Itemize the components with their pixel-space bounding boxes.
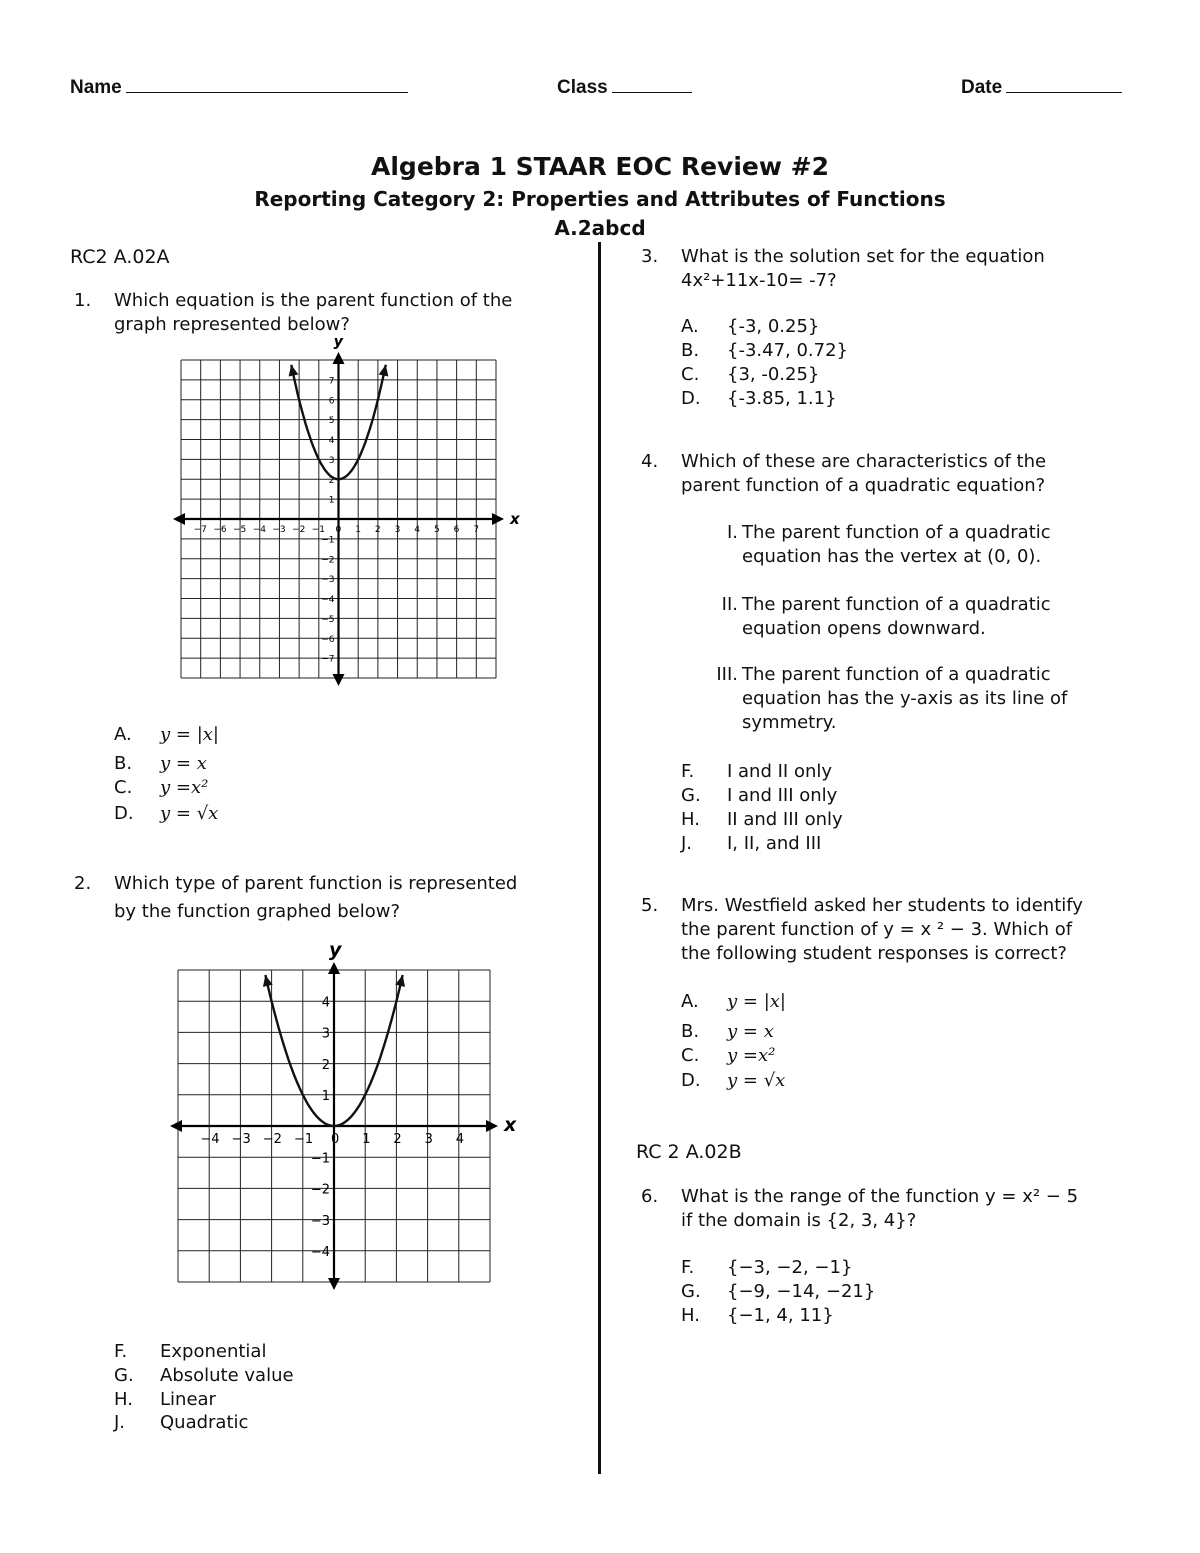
option-text: y = √x xyxy=(727,1070,786,1091)
graph-q1 xyxy=(170,338,520,688)
roman-numeral: II. xyxy=(721,594,738,615)
q4-option-h[interactable] xyxy=(681,808,843,832)
x-axis-arrow-right xyxy=(486,1120,498,1132)
x-tick-label: 1 xyxy=(362,1132,371,1147)
x-tick-label: 7 xyxy=(473,525,480,535)
y-tick-label: 7 xyxy=(328,376,335,387)
statement-text-line: The parent function of a quadratic xyxy=(742,664,1051,685)
question-2 xyxy=(74,872,574,926)
class-label: Class xyxy=(557,77,608,98)
q2-option-j[interactable] xyxy=(114,1411,248,1435)
option-letter: F. xyxy=(681,1257,695,1278)
question-text-line: Mrs. Westfield asked her students to identify xyxy=(681,895,1083,916)
option-text: y = |x| xyxy=(727,991,786,1012)
question-3 xyxy=(641,245,1161,295)
option-letter: G. xyxy=(114,1365,134,1386)
x-tick-label: −2 xyxy=(292,525,306,535)
y-tick-label: −2 xyxy=(310,1182,330,1198)
y-tick-label: −5 xyxy=(321,614,335,625)
option-text: Quadratic xyxy=(160,1412,249,1433)
q4-option-j[interactable] xyxy=(681,832,821,856)
y-axis-arrow-up xyxy=(328,962,340,974)
option-letter: H. xyxy=(114,1389,133,1410)
y-axis-arrow-down xyxy=(333,674,345,686)
option-text: y = x xyxy=(160,753,207,774)
option-letter: B. xyxy=(681,1021,700,1042)
question-text-line: Which of these are characteristics of the xyxy=(681,451,1047,472)
reporting-category: Reporting Category 2: Properties and Attributes of Functions xyxy=(254,187,946,211)
option-letter: D. xyxy=(681,1070,701,1091)
question-text-line: Which type of parent function is represented xyxy=(114,873,518,894)
y-axis-arrow-down xyxy=(328,1278,340,1290)
question-text-line: Which equation is the parent function of the xyxy=(114,290,513,311)
page-title: Algebra 1 STAAR EOC Review #2 xyxy=(371,152,829,181)
y-tick-label: 1 xyxy=(328,495,335,506)
x-tick-label: 0 xyxy=(331,1132,340,1147)
x-tick-label: 2 xyxy=(374,525,381,535)
statement-text-line: equation opens downward. xyxy=(742,618,986,639)
q5-option-b[interactable] xyxy=(681,1020,774,1044)
section-heading-a02a: RC2 A.02A xyxy=(70,246,170,268)
q2-option-f[interactable] xyxy=(114,1340,266,1364)
name-blank[interactable] xyxy=(126,74,408,93)
column-divider xyxy=(598,242,601,1474)
question-number: 6. xyxy=(641,1186,659,1207)
x-axis-label: x xyxy=(510,510,520,528)
curve-arrow-left xyxy=(289,365,299,377)
x-tick-label: −6 xyxy=(213,525,227,535)
graph-q2 xyxy=(165,945,525,1290)
name-label: Name xyxy=(70,77,122,98)
statement-i xyxy=(700,521,1160,571)
x-tick-label: −3 xyxy=(231,1132,251,1147)
x-tick-label: 4 xyxy=(414,525,420,535)
q5-option-d[interactable] xyxy=(681,1069,785,1093)
name-field[interactable] xyxy=(70,74,408,99)
q6-option-h[interactable] xyxy=(681,1304,834,1328)
y-tick-label: 4 xyxy=(328,436,335,447)
q4-option-g[interactable] xyxy=(681,784,837,808)
y-tick-label: 4 xyxy=(321,995,330,1011)
option-text: I, II, and III xyxy=(727,833,822,854)
option-text: y =x² xyxy=(727,1045,776,1066)
q1-option-d[interactable] xyxy=(114,802,218,826)
question-number: 1. xyxy=(74,290,92,311)
statement-text-line: equation has the vertex at (0, 0). xyxy=(742,546,1042,567)
option-text: y = √x xyxy=(160,803,219,824)
option-text: II and III only xyxy=(727,809,843,830)
question-1 xyxy=(74,289,574,339)
option-letter: H. xyxy=(681,809,700,830)
question-text-line: if the domain is {2, 3, 4}? xyxy=(681,1210,917,1231)
option-text: I and III only xyxy=(727,785,838,806)
y-tick-label: 3 xyxy=(321,1026,330,1042)
question-text-line: the parent function of y = x ² − 3. Which of xyxy=(681,919,1073,940)
statement-text-line: symmetry. xyxy=(742,712,837,733)
q2-option-g[interactable] xyxy=(114,1364,294,1388)
option-letter: A. xyxy=(114,724,132,745)
q3-option-d[interactable] xyxy=(681,387,837,411)
question-text-line: 4x²+11x-10= -7? xyxy=(681,270,837,291)
x-tick-label: −4 xyxy=(252,525,266,535)
date-field[interactable] xyxy=(961,74,1122,99)
x-tick-label: 2 xyxy=(393,1132,402,1147)
x-tick-label: 5 xyxy=(433,525,440,535)
q3-option-a[interactable] xyxy=(681,315,819,339)
y-tick-label: −7 xyxy=(321,654,335,665)
date-label: Date xyxy=(961,77,1003,98)
option-letter: J. xyxy=(681,833,693,854)
option-text: {−9, −14, −21} xyxy=(727,1281,876,1302)
y-tick-label: 5 xyxy=(328,416,335,427)
question-text-line: parent function of a quadratic equation? xyxy=(681,475,1046,496)
y-tick-label: −3 xyxy=(321,575,335,586)
q5-option-a[interactable] xyxy=(681,990,786,1014)
x-tick-label: 0 xyxy=(335,525,342,535)
x-tick-label: −1 xyxy=(293,1132,314,1147)
y-axis-arrow-up xyxy=(333,352,345,364)
roman-numeral: I. xyxy=(726,522,738,543)
q4-option-f[interactable] xyxy=(681,760,832,784)
statement-text-line: The parent function of a quadratic xyxy=(742,522,1051,543)
y-axis-label: y xyxy=(333,338,344,350)
option-text: y = x xyxy=(727,1021,774,1042)
option-letter: C. xyxy=(681,1045,700,1066)
question-6 xyxy=(641,1185,1161,1235)
x-tick-label: −1 xyxy=(311,525,326,535)
question-number: 4. xyxy=(641,451,659,472)
option-text: Exponential xyxy=(160,1341,267,1362)
q3-option-c[interactable] xyxy=(681,363,819,387)
y-tick-label: 3 xyxy=(328,455,335,466)
y-tick-label: 2 xyxy=(328,475,335,486)
question-text-line: graph represented below? xyxy=(114,314,350,335)
q3-option-b[interactable] xyxy=(681,339,848,363)
x-axis-arrow-left xyxy=(170,1120,182,1132)
option-letter: C. xyxy=(681,364,700,385)
y-tick-label: −6 xyxy=(321,634,335,645)
option-text: {-3.85, 1.1} xyxy=(727,388,837,409)
x-tick-label: −7 xyxy=(193,525,207,535)
q1-option-c[interactable] xyxy=(114,776,208,800)
option-text: {3, -0.25} xyxy=(727,364,820,385)
option-text: Linear xyxy=(160,1389,216,1410)
option-letter: B. xyxy=(114,753,133,774)
q6-option-g[interactable] xyxy=(681,1280,875,1304)
q6-option-f[interactable] xyxy=(681,1256,852,1280)
option-text: Absolute value xyxy=(160,1365,294,1386)
x-tick-label: −4 xyxy=(200,1132,220,1147)
curve-arrow-right xyxy=(379,365,389,377)
question-text-line: the following student responses is correct? xyxy=(681,943,1067,964)
option-text: {−3, −2, −1} xyxy=(727,1257,853,1278)
option-letter: D. xyxy=(681,388,701,409)
x-tick-label: −3 xyxy=(272,525,286,535)
option-letter: G. xyxy=(681,1281,701,1302)
x-tick-label: 3 xyxy=(394,525,401,535)
option-text: y =x² xyxy=(160,777,209,798)
q1-option-b[interactable] xyxy=(114,752,207,776)
option-letter: J. xyxy=(114,1412,126,1433)
option-letter: D. xyxy=(114,803,134,824)
y-tick-label: 6 xyxy=(328,396,335,407)
x-tick-label: −5 xyxy=(233,525,247,535)
x-tick-label: 6 xyxy=(453,525,460,535)
y-tick-label: 1 xyxy=(321,1089,330,1104)
x-axis-arrow-left xyxy=(173,513,185,525)
class-blank[interactable] xyxy=(612,74,692,93)
y-tick-label: −2 xyxy=(321,555,335,566)
option-letter: B. xyxy=(681,340,700,361)
standard-code: A.2abcd xyxy=(554,216,646,240)
option-text: {−1, 4, 11} xyxy=(727,1305,834,1326)
option-letter: C. xyxy=(114,777,133,798)
x-axis-label: x xyxy=(504,1114,517,1136)
class-field[interactable] xyxy=(557,74,692,99)
q5-option-c[interactable] xyxy=(681,1044,775,1068)
question-text-line: What is the range of the function y = x² − 5 xyxy=(681,1186,1079,1207)
question-text-line: by the function graphed below? xyxy=(114,901,401,922)
option-letter: G. xyxy=(681,785,701,806)
question-number: 2. xyxy=(74,873,92,894)
y-tick-label: −3 xyxy=(310,1213,330,1229)
statement-text-line: The parent function of a quadratic xyxy=(742,594,1051,615)
x-tick-label: 1 xyxy=(355,525,361,535)
y-tick-label: −4 xyxy=(321,595,335,606)
y-tick-label: −4 xyxy=(310,1245,330,1260)
y-tick-label: 2 xyxy=(321,1057,330,1073)
section-heading-a02b: RC 2 A.02B xyxy=(636,1141,742,1163)
date-blank[interactable] xyxy=(1006,74,1122,93)
q2-option-h[interactable] xyxy=(114,1388,216,1412)
statement-iii xyxy=(700,663,1160,737)
question-text-line: What is the solution set for the equation xyxy=(681,246,1045,267)
q1-option-a[interactable] xyxy=(114,723,219,747)
option-text: y = |x| xyxy=(160,724,219,745)
option-text: {-3, 0.25} xyxy=(727,316,820,337)
option-letter: H. xyxy=(681,1305,700,1326)
option-letter: A. xyxy=(681,316,699,337)
x-tick-label: 3 xyxy=(424,1132,433,1147)
y-tick-label: −1 xyxy=(310,1151,330,1167)
x-axis-arrow-right xyxy=(492,513,504,525)
x-tick-label: 4 xyxy=(455,1132,465,1147)
question-number: 3. xyxy=(641,246,659,267)
x-tick-label: −2 xyxy=(262,1132,282,1147)
roman-numeral: III. xyxy=(716,664,738,685)
option-letter: F. xyxy=(681,761,695,782)
statement-text-line: equation has the y-axis as its line of xyxy=(742,688,1068,709)
statement-ii xyxy=(700,593,1160,643)
option-text: {-3.47, 0.72} xyxy=(727,340,848,361)
question-5 xyxy=(641,894,1161,968)
y-axis-label: y xyxy=(329,945,342,961)
question-number: 5. xyxy=(641,895,659,916)
option-letter: F. xyxy=(114,1341,128,1362)
question-4 xyxy=(641,450,1161,500)
option-letter: A. xyxy=(681,991,699,1012)
option-text: I and II only xyxy=(727,761,833,782)
y-tick-label: −1 xyxy=(321,535,335,546)
